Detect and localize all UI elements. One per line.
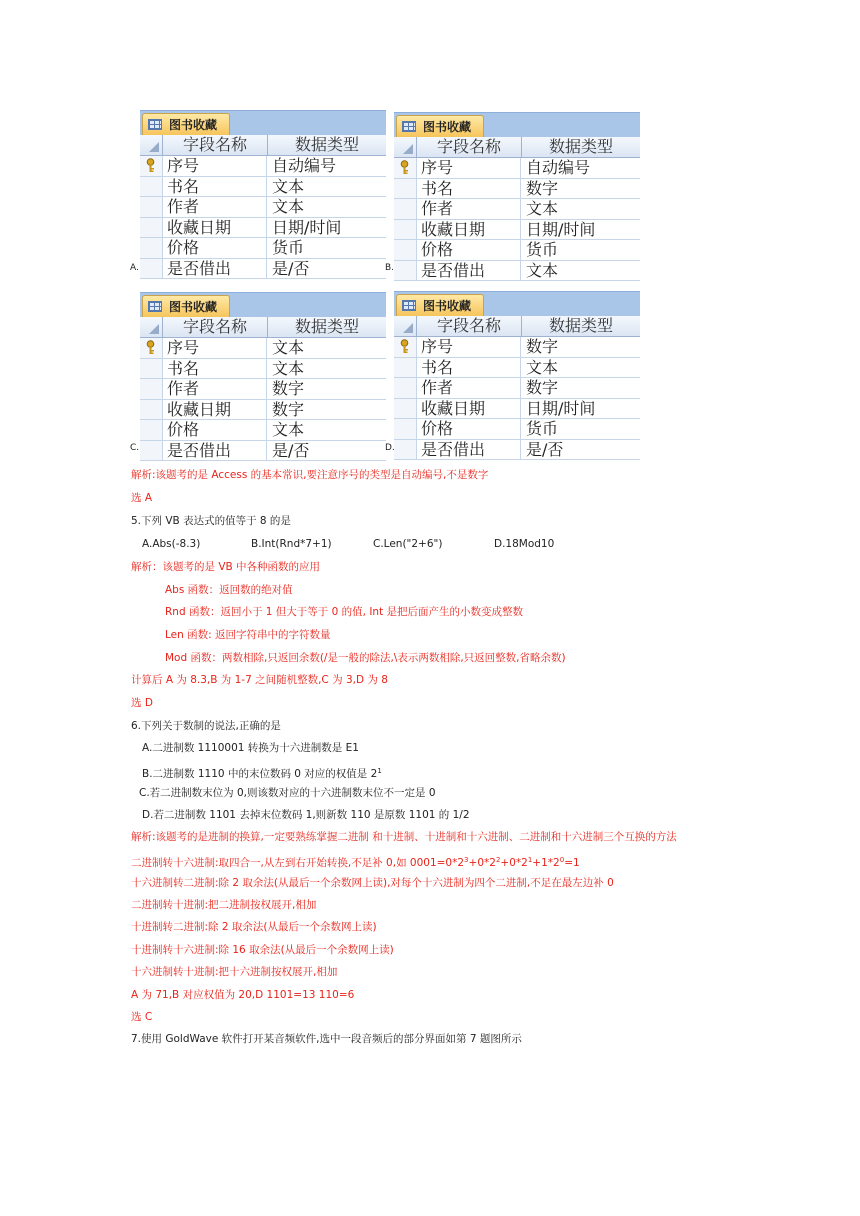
table-title-bar bbox=[140, 292, 386, 317]
field-name-cell[interactable]: 作者 bbox=[163, 379, 267, 399]
data-type-cell[interactable]: 数字 bbox=[272, 399, 305, 419]
table-header bbox=[140, 317, 386, 338]
row-selector[interactable] bbox=[394, 199, 417, 219]
q5-len: Len 函数: 返回字符串中的字符数量 bbox=[165, 629, 331, 641]
q6-bin-to-hex bbox=[131, 853, 580, 870]
select-all-corner[interactable] bbox=[394, 316, 417, 336]
table-c bbox=[140, 292, 386, 461]
data-type-cell[interactable]: 自动编号 bbox=[272, 156, 337, 175]
field-name-cell[interactable]: 书名 bbox=[163, 177, 267, 197]
row-selector[interactable] bbox=[394, 358, 417, 378]
field-name-cell[interactable]: 价格 bbox=[163, 238, 267, 258]
data-type-cell[interactable]: 货币 bbox=[526, 240, 559, 259]
table-b bbox=[394, 112, 640, 281]
field-name-cell[interactable]: 收藏日期 bbox=[417, 399, 521, 419]
exp: 0 bbox=[559, 856, 565, 864]
q5-question: 5.下列 VB 表达式的值等于 8 的是 bbox=[131, 515, 291, 527]
exp: 3 bbox=[464, 856, 469, 864]
option-label-b: B. bbox=[385, 263, 395, 273]
data-type-cell[interactable]: 文本 bbox=[526, 199, 559, 218]
row-selector[interactable] bbox=[140, 197, 163, 217]
q6-dec-to-hex: 十进制转十六进制:除 16 取余法(从最后一个余数网上读) bbox=[131, 944, 394, 956]
data-type-cell[interactable]: 货币 bbox=[272, 238, 305, 257]
table-row[interactable] bbox=[394, 199, 640, 220]
q5-analysis: 解析：该题考的是 VB 中各种函数的应用 bbox=[131, 561, 321, 573]
field-name-cell[interactable]: 序号 bbox=[417, 337, 521, 357]
q5-option-c: C.Len("2+6") bbox=[373, 538, 443, 550]
table-row[interactable] bbox=[140, 400, 386, 421]
row-selector[interactable] bbox=[394, 179, 417, 199]
table-row[interactable] bbox=[140, 259, 386, 280]
table-icon bbox=[402, 300, 416, 311]
table-row[interactable] bbox=[394, 179, 640, 200]
table-row[interactable] bbox=[140, 177, 386, 198]
table-row[interactable] bbox=[394, 220, 640, 241]
row-selector[interactable] bbox=[140, 218, 163, 238]
field-name-cell[interactable]: 序号 bbox=[163, 156, 267, 176]
data-type-cell[interactable]: 自动编号 bbox=[526, 158, 591, 177]
field-name-cell[interactable]: 收藏日期 bbox=[417, 220, 521, 240]
field-name-cell[interactable]: 是否借出 bbox=[163, 441, 267, 461]
q6-option-a: A.二进制数 1110001 转换为十六进制数是 E1 bbox=[142, 742, 359, 754]
q6-option-b-exponent: 1 bbox=[377, 767, 382, 775]
header-field-name[interactable]: 字段名称 bbox=[163, 317, 268, 337]
table-header bbox=[394, 316, 640, 337]
table-row[interactable] bbox=[140, 238, 386, 259]
table-icon bbox=[148, 301, 162, 312]
q6-option-c: C.若二进制数末位为 0,则该数对应的十六进制数末位不一定是 0 bbox=[139, 787, 436, 799]
table-header bbox=[140, 135, 386, 156]
q5-abs: Abs 函数：返回数的绝对值 bbox=[165, 584, 293, 596]
q6-calc: A 为 71,B 对应权值为 20,D 1101=13 110=6 bbox=[131, 989, 355, 1001]
table-row[interactable] bbox=[140, 338, 386, 359]
primary-key-icon bbox=[145, 158, 156, 173]
row-selector[interactable] bbox=[140, 420, 163, 440]
header-field-name[interactable]: 字段名称 bbox=[417, 137, 522, 157]
field-name-cell[interactable]: 书名 bbox=[163, 359, 267, 379]
table-title: 图书收藏 bbox=[169, 300, 218, 314]
table-title: 图书收藏 bbox=[169, 118, 218, 132]
table-row[interactable] bbox=[394, 158, 640, 179]
q5-answer: 选 D bbox=[131, 697, 153, 709]
q6-dec-to-bin: 十进制转二进制:除 2 取余法(从最后一个余数网上读) bbox=[131, 921, 377, 933]
data-type-cell[interactable]: 文本 bbox=[272, 420, 305, 439]
select-all-corner[interactable] bbox=[394, 137, 417, 157]
table-row[interactable] bbox=[394, 440, 640, 461]
q6-hex-to-bin: 十六进制转二进制:除 2 取余法(从最后一个余数网上读),对每个十六进制为四个二进制,不足在最左边补 0 bbox=[131, 877, 614, 889]
row-selector[interactable] bbox=[140, 259, 163, 279]
table-title-bar bbox=[394, 112, 640, 137]
q6-analysis: 解析:该题考的是进制的换算,一定要熟练掌握二进制 和十进制、十进制和十六进制、二进制和十六进制三个互换的方法 bbox=[131, 831, 677, 843]
table-tab[interactable] bbox=[142, 113, 230, 135]
row-selector[interactable] bbox=[140, 359, 163, 379]
option-label-d: D. bbox=[385, 443, 395, 453]
data-type-cell[interactable]: 日期/时间 bbox=[526, 219, 596, 239]
table-row[interactable] bbox=[140, 420, 386, 441]
header-data-type[interactable]: 数据类型 bbox=[294, 135, 359, 154]
field-name-cell[interactable]: 序号 bbox=[417, 158, 521, 178]
table-tab[interactable] bbox=[396, 294, 484, 316]
q6-bin-to-hex-term: +1*2 bbox=[532, 857, 560, 869]
data-type-cell[interactable]: 文本 bbox=[272, 197, 305, 216]
table-d bbox=[394, 291, 640, 460]
data-type-cell[interactable]: 数字 bbox=[526, 378, 559, 397]
primary-key-icon bbox=[399, 339, 410, 354]
row-selector[interactable] bbox=[140, 338, 163, 358]
field-name-cell[interactable]: 作者 bbox=[417, 378, 521, 398]
table-title: 图书收藏 bbox=[423, 299, 472, 313]
data-type-cell[interactable]: 数字 bbox=[272, 379, 305, 398]
row-selector[interactable] bbox=[140, 238, 163, 258]
row-selector[interactable] bbox=[140, 400, 163, 420]
field-name-cell[interactable]: 是否借出 bbox=[417, 261, 521, 281]
field-name-cell[interactable]: 价格 bbox=[417, 419, 521, 439]
field-name-cell[interactable]: 序号 bbox=[163, 338, 267, 358]
header-data-type[interactable]: 数据类型 bbox=[294, 317, 359, 336]
q6-hex-to-dec: 十六进制转十进制:把十六进制按权展开,相加 bbox=[131, 966, 338, 978]
data-type-cell[interactable]: 文本 bbox=[272, 176, 305, 196]
data-type-cell[interactable]: 货币 bbox=[526, 419, 559, 438]
table-a bbox=[140, 110, 386, 279]
header-field-name[interactable]: 字段名称 bbox=[163, 135, 268, 155]
exp: 2 bbox=[495, 856, 501, 864]
table-row[interactable] bbox=[394, 261, 640, 282]
q5-calc: 计算后 A 为 8.3,B 为 1-7 之间随机整数,C 为 3,D 为 8 bbox=[131, 674, 388, 686]
q6-bin-to-hex-term: +0*2 bbox=[500, 857, 528, 869]
field-name-cell[interactable]: 书名 bbox=[417, 179, 521, 199]
table-icon bbox=[402, 121, 416, 132]
primary-key-icon bbox=[145, 340, 156, 355]
exp: 1 bbox=[527, 856, 533, 864]
q4-answer: 选 A bbox=[131, 492, 153, 504]
q6-question: 6.下列关于数制的说法,正确的是 bbox=[131, 720, 281, 732]
q5-option-b: B.Int(Rnd*7+1) bbox=[251, 538, 332, 550]
data-type-cell[interactable]: 文本 bbox=[272, 358, 305, 378]
field-name-cell[interactable]: 价格 bbox=[163, 420, 267, 440]
q6-option-b-text: B.二进制数 1110 中的末位数码 0 对应的权值是 2 bbox=[142, 768, 378, 780]
table-icon bbox=[148, 119, 162, 130]
row-selector[interactable] bbox=[394, 440, 417, 460]
field-name-cell[interactable]: 作者 bbox=[163, 197, 267, 217]
field-name-cell[interactable]: 是否借出 bbox=[163, 259, 267, 279]
table-row[interactable] bbox=[140, 441, 386, 462]
table-row[interactable] bbox=[394, 399, 640, 420]
table-title: 图书收藏 bbox=[423, 120, 472, 134]
field-name-cell[interactable]: 收藏日期 bbox=[163, 218, 267, 238]
q5-option-a: A.Abs(-8.3) bbox=[142, 538, 201, 550]
row-selector[interactable] bbox=[394, 240, 417, 260]
option-label-a: A. bbox=[130, 263, 139, 273]
q6-bin-to-dec: 二进制转十进制:把二进制按权展开,相加 bbox=[131, 899, 317, 911]
row-selector[interactable] bbox=[394, 261, 417, 281]
q6-bin-to-hex-term: +0*2 bbox=[468, 857, 496, 869]
data-type-cell[interactable]: 数字 bbox=[526, 337, 559, 356]
row-selector[interactable] bbox=[140, 177, 163, 197]
table-row[interactable] bbox=[140, 197, 386, 218]
field-name-cell[interactable]: 作者 bbox=[417, 199, 521, 219]
data-type-cell[interactable]: 日期/时间 bbox=[526, 398, 596, 418]
data-type-cell[interactable]: 数字 bbox=[526, 178, 559, 198]
table-row[interactable] bbox=[394, 337, 640, 358]
data-type-cell[interactable]: 是/否 bbox=[272, 258, 310, 278]
q7-question: 7.使用 GoldWave 软件打开某音频软件,选中一段音频后的部分界面如第 7 题图所示 bbox=[131, 1033, 522, 1045]
table-row[interactable] bbox=[140, 218, 386, 239]
row-selector[interactable] bbox=[140, 379, 163, 399]
table-tab[interactable] bbox=[142, 295, 230, 317]
header-data-type[interactable]: 数据类型 bbox=[548, 137, 613, 156]
q6-option-d: D.若二进制数 1101 去掉末位数码 1,则新数 110 是原数 1101 的 1/2 bbox=[142, 809, 470, 821]
data-type-cell[interactable]: 文本 bbox=[526, 357, 559, 377]
field-name-cell[interactable]: 书名 bbox=[417, 358, 521, 378]
table-tab[interactable] bbox=[396, 115, 484, 137]
q6-bin-to-hex-text: 二进制转十六进制:取四合一,从左到右开始转换,不足补 0,如 0001=0*2 bbox=[131, 857, 465, 869]
row-selector[interactable] bbox=[394, 399, 417, 419]
header-data-type[interactable]: 数据类型 bbox=[548, 316, 613, 335]
table-title-bar bbox=[394, 291, 640, 316]
q5-option-d: D.18Mod10 bbox=[494, 538, 555, 550]
table-header bbox=[394, 137, 640, 158]
q5-mod: Mod 函数：两数相除,只返回余数(/是一般的除法,\表示两数相除,只返回整数,省略余数) bbox=[165, 652, 566, 664]
select-all-corner[interactable] bbox=[140, 317, 163, 337]
q5-rnd: Rnd 函数：返回小于 1 但大于等于 0 的值, Int 是把后面产生的小数变成整数 bbox=[165, 606, 524, 618]
q4-analysis: 解析:该题考的是 Access 的基本常识,要注意序号的类型是自动编号,不是数字 bbox=[131, 469, 489, 481]
data-type-cell[interactable]: 日期/时间 bbox=[272, 217, 342, 237]
table-row[interactable] bbox=[394, 419, 640, 440]
row-selector[interactable] bbox=[394, 337, 417, 357]
table-title-bar bbox=[140, 110, 386, 135]
data-type-cell[interactable]: 文本 bbox=[526, 260, 559, 280]
table-row[interactable] bbox=[394, 240, 640, 261]
data-type-cell[interactable]: 文本 bbox=[272, 338, 305, 357]
q6-answer: 选 C bbox=[131, 1011, 153, 1023]
field-name-cell[interactable]: 收藏日期 bbox=[163, 400, 267, 420]
select-all-corner[interactable] bbox=[140, 135, 163, 155]
row-selector[interactable] bbox=[140, 156, 163, 176]
primary-key-icon bbox=[399, 160, 410, 175]
row-selector[interactable] bbox=[394, 220, 417, 240]
table-row[interactable] bbox=[140, 156, 386, 177]
header-field-name[interactable]: 字段名称 bbox=[417, 316, 522, 336]
row-selector[interactable] bbox=[394, 419, 417, 439]
data-type-cell[interactable]: 是/否 bbox=[526, 439, 564, 459]
data-type-cell[interactable]: 是/否 bbox=[272, 440, 310, 460]
row-selector[interactable] bbox=[394, 158, 417, 178]
table-row[interactable] bbox=[394, 358, 640, 379]
field-name-cell[interactable]: 是否借出 bbox=[417, 440, 521, 460]
table-row[interactable] bbox=[140, 379, 386, 400]
q6-bin-to-hex-end: =1 bbox=[564, 857, 580, 869]
q6-option-b bbox=[142, 764, 382, 781]
table-row[interactable] bbox=[394, 378, 640, 399]
option-label-c: C. bbox=[130, 443, 140, 453]
row-selector[interactable] bbox=[394, 378, 417, 398]
field-name-cell[interactable]: 价格 bbox=[417, 240, 521, 260]
table-row[interactable] bbox=[140, 359, 386, 380]
row-selector[interactable] bbox=[140, 441, 163, 461]
